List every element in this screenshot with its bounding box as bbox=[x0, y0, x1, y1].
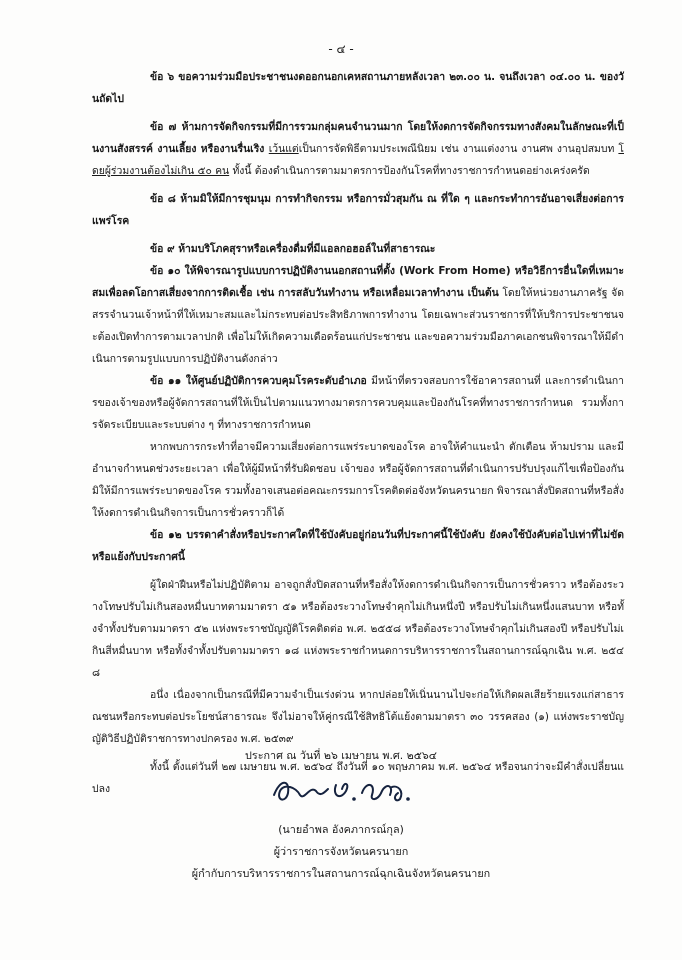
clause-7-tail: ทั้งนี้ ต้องดำเนินการตามมาตรการป้องกันโรคที่ทางราชการกำหนดอย่างเคร่งครัด bbox=[229, 165, 590, 177]
signatory-name: (นายอำพล อังคภากรณ์กุล) bbox=[278, 823, 404, 836]
penalty-paragraph: ผู้ใดฝ่าฝืนหรือไม่ปฏิบัติตาม อาจถูกสั่งปิดสถานที่หรือสั่งให้งดการดำเนินกิจการเป็นการชั่วคราว หรือต้องระวางโทษปรับไม่เกินสองหมื่นบาทตามมาตรา ๕๑ หรือต้องระวางโทษจำคุกไม่เกินหนึ่งปี หรือปรับไม่เกินหนึ่งแสนบาท หรือทั้งจำทั้งปรับตามมาตรา ๕๒ แห่งพระราชบัญญัติโรคติดต่อ พ.ศ. ๒๕๕๘ หรือต้องระวางโทษจำคุกไม่เกินสองปี หรือปรับไม่เกินสี่หมื่นบาท หรือทั้งจำทั้งปรับตามมาตรา ๑๘ แห่งพระราชกำหนดการบริหารราชการในสถานการณ์ฉุกเฉิน พ.ศ. ๒๕๔๘ bbox=[92, 579, 624, 679]
signatory-emergency-position: ผู้กำกับการบริหารราชการในสถานการณ์ฉุกเฉินจังหวัดนครนายก bbox=[191, 867, 491, 880]
clause-10 bbox=[92, 260, 624, 370]
clause-10-heading: ข้อ ๑๐ ให้พิจารณารูปแบบการปฏิบัติงานนอกสถานที่ตั้ง (Work From Home) หรือวิธีการอื่นใดที่เหมาะสมเพื่อลดโอกาสเสี่ยงจากการติดเชื้อ เช่น การสลับวันทำงาน หรือเหลื่อมเวลาทำงาน เป็นต้น bbox=[92, 265, 624, 299]
clause-10-text: โดยให้หน่วยงานภาครัฐ จัดสรรจำนวนเจ้าหน้าที่ให้เหมาะสมและไม่กระทบต่อประสิทธิภาพการทำงาน โดยเฉพาะส่วนราชการที่ให้บริการประชาชนจะต้องเปิดทำการตามเวลาปกติ เพื่อไม่ให้เกิดความเดือดร้อนแก่ประชาชน และขอความร่วมมือภาคเอกชนพิจารณาให้มีดำเนินการตามรูปแบบการปฏิบัติงานดังกล่าว bbox=[92, 287, 624, 365]
handwritten-signature bbox=[266, 771, 416, 809]
clause-7-except: เว้นแต่ bbox=[268, 143, 299, 155]
urgency-paragraph: อนึ่ง เนื่องจากเป็นกรณีที่มีความจำเป็นเร่งด่วน หากปล่อยให้เนิ่นนานไปจะก่อให้เกิดผลเสียร้ายแรงแก่สาธารณชนหรือกระทบต่อประโยชน์สาธารณะ จึงไม่อาจให้คู่กรณีใช้สิทธิโต้แย้งตามมาตรา ๓๐ วรรคสอง (๑) แห่งพระราชบัญญัติวิธีปฏิบัติราชการทางปกครอง พ.ศ. ๒๕๓๙ bbox=[92, 689, 624, 745]
clause-7-text: เป็นการจัดพิธีตามประเพณีนิยม เช่น งานแต่งงาน งานศพ งานอุปสมบท bbox=[298, 143, 619, 155]
clause-11 bbox=[92, 370, 624, 436]
announcement-date: ประกาศ ณ วันที่ ๒๖ เมษายน พ.ศ. ๒๕๖๔ bbox=[245, 749, 437, 762]
clause-12: ข้อ ๑๒ บรรดาคำสั่งหรือประกาศใดที่ใช้บังคับอยู่ก่อนวันที่ประกาศนี้ใช้บังคับ ยังคงใช้บังคับต่อไปเท่าที่ไม่ขัดหรือแย้งกับประกาศนี้ bbox=[92, 529, 624, 563]
clause-7-heading: ข้อ ๗ ห้ามการจัดกิจกรรมที่มีการรวมกลุ่มคนจำนวนมาก โดยให้งดการจัดกิจกรรมทางสังคมในลักษณะที่เป็นงานสังสรรค์ งานเลี้ยง หรืองานรื่นเริง bbox=[92, 121, 624, 155]
clause-9: ข้อ ๙ ห้ามบริโภคสุราหรือเครื่องดื่มที่มีแอลกอฮอล์ในที่สาธารณะ bbox=[150, 243, 436, 255]
clause-7-limit: โดยผู้ร่วมงานต้องไม่เกิน ๕๐ คน bbox=[92, 143, 624, 177]
clause-11-heading: ข้อ ๑๑ ให้ศูนย์ปฏิบัติการควบคุมโรคระดับอำเภอ bbox=[150, 375, 367, 387]
clause-7 bbox=[92, 116, 624, 182]
signatory-position: ผู้ว่าราชการจังหวัดนครนายก bbox=[273, 845, 409, 858]
signature-block bbox=[0, 745, 682, 885]
clause-8: ข้อ ๘ ห้ามมิให้มีการชุมนุม การทำกิจกรรม หรือการมั่วสุมกัน ณ ที่ใด ๆ และกระทำการอันอาจเสี่ยงต่อการแพร่โรค bbox=[92, 193, 624, 227]
effective-period-paragraph: ทั้งนี้ ตั้งแต่วันที่ ๒๗ เมษายน พ.ศ. ๒๕๖๔ ถึงวันที่ ๑๐ พฤษภาคม พ.ศ. ๒๕๖๔ หรือจนกว่าจะมีคำสั่งเปลี่ยนแปลง bbox=[92, 761, 624, 795]
clause-6: ข้อ ๖ ขอความร่วมมือประชาชนงดออกนอกเคหสถานภายหลังเวลา ๒๓.๐๐ น. จนถึงเวลา ๐๔.๐๐ น. ของวันถัดไป bbox=[92, 71, 624, 105]
document-body bbox=[92, 66, 624, 800]
clause-11-measures: หากพบการกระทำที่อาจมีความเสี่ยงต่อการแพร่ระบาดของโรค อาจให้คำแนะนำ ตักเตือน ห้ามปราม และมีอำนาจกำหนดช่วงระยะเวลา เพื่อให้ผู้มีหน้าที่รับผิดชอบ เจ้าของ หรือผู้จัดการสถานที่ดำเนินการปรับปรุงแก้ไขเพื่อป้องกันมิให้มีการแพร่ระบาดของโรค รวมทั้งอาจเสนอต่อคณะกรรมการโรคติดต่อจังหวัดนครนายก พิจารณาสั่งปิดสถานที่หรือสั่งให้งดการดำเนินกิจการเป็นการชั่วคราวก็ได้ bbox=[92, 441, 624, 519]
page-number: - ๔ - bbox=[328, 42, 354, 56]
clause-11-text: มีหน้าที่ตรวจสอบการใช้อาคารสถานที่ และการดำเนินการของเจ้าของหรือผู้จัดการสถานที่ให้เป็นไปตามแนวทางมาตรการควบคุมและป้องกันโรคที่ทางราชการกำหนด รวมทั้งการจัดระเบียบและระบบต่าง ๆ ที่ทางราชการกำหนด bbox=[92, 375, 624, 431]
